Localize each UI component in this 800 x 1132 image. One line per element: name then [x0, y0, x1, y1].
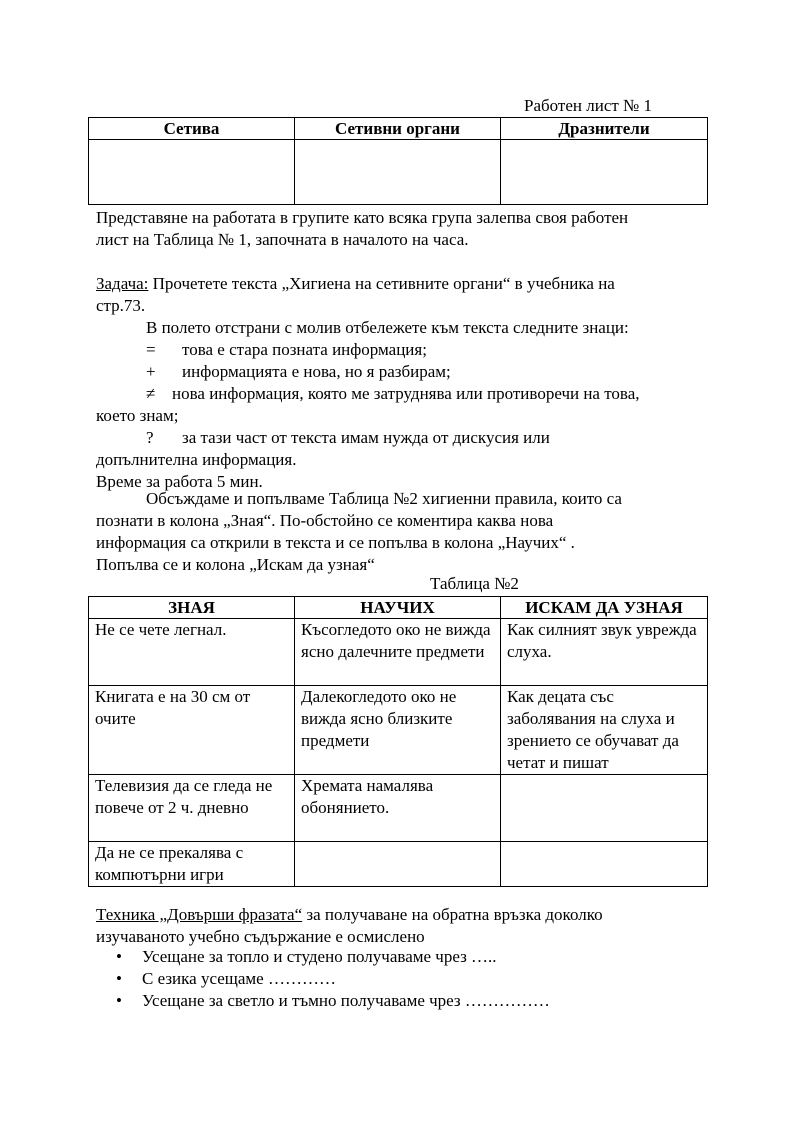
sign-item: [96, 339, 716, 361]
table-cell: Книгата е на 30 см от очите: [89, 686, 295, 775]
table-header-row: [89, 118, 708, 140]
list-item-text: С езика усещаме …………: [142, 969, 336, 988]
column-header: НАУЧИХ: [295, 597, 501, 619]
text-line: изучаваното учебно съдържание е осмислено: [96, 927, 425, 946]
sign-text: нова информация, която ме затруднява или противоречи на това,: [172, 384, 640, 403]
technique-label: Техника „Довърши фразата“: [96, 905, 303, 924]
sign-item: [96, 383, 716, 405]
table-cell: Как силният звук уврежда слуха.: [501, 619, 708, 686]
list-item: [116, 968, 550, 990]
table-cell: [501, 775, 708, 842]
phrase-list: [116, 946, 550, 1012]
sign-text: за тази част от текста имам нужда от дискусия или: [182, 428, 550, 447]
table-cell: Хремата намалява обонянието.: [295, 775, 501, 842]
column-header: Дразнители: [501, 118, 708, 140]
list-item: [116, 946, 550, 968]
table-cell: Късогледото око не вижда ясно далечните предмети: [295, 619, 501, 686]
sign-symbol: +: [146, 362, 156, 381]
text-line: лист на Таблица № 1, започната в началото на часа.: [96, 230, 469, 249]
technique-line: [96, 904, 716, 926]
column-header: ЗНАЯ: [89, 597, 295, 619]
sign-text: информацията е нова, но я разбирам;: [182, 362, 451, 381]
column-header: Сетива: [89, 118, 295, 140]
table-cell: Как децата със заболявания на слуха и зрението се обучават да четат и пишат: [501, 686, 708, 775]
column-header: ИСКАМ ДА УЗНАЯ: [501, 597, 708, 619]
bullet-icon: •: [116, 991, 122, 1010]
text-line: което знам;: [96, 406, 179, 425]
sign-item: [96, 427, 716, 449]
sign-symbol: =: [146, 340, 156, 359]
list-item: [116, 990, 550, 1012]
discussion-paragraph: [96, 488, 716, 576]
sign-symbol: ≠: [146, 384, 156, 403]
table-cell: [295, 140, 501, 205]
bullet-icon: •: [116, 947, 122, 966]
column-header: Сетивни органи: [295, 118, 501, 140]
task-instruction: В полето отстрани с молив отбележете към текста следните знаци:: [146, 318, 629, 337]
intro-paragraph: [96, 207, 716, 251]
sign-text: това е стара позната информация;: [182, 340, 427, 359]
table-cell: Да не се прекалява с компютърни игри: [89, 842, 295, 887]
table2-caption: Таблица №2: [430, 574, 519, 593]
text-line: Попълва се и колона „Искам да узная“: [96, 555, 375, 574]
task-text: Прочетете текста „Хигиена на сетивните органи“ в учебника на: [148, 274, 615, 293]
text-line: познати в колона „Зная“. По-обстойно се коментира каква нова: [96, 511, 554, 530]
table-cell: [501, 842, 708, 887]
table-cell: Не се чете легнал.: [89, 619, 295, 686]
senses-table: [88, 117, 708, 205]
kwl-table: [88, 596, 708, 887]
table-row: [89, 842, 708, 887]
text-line: допълнителна информация.: [96, 450, 297, 469]
table-header-row: [89, 597, 708, 619]
list-item-text: Усещане за топло и студено получаваме чрез …..: [142, 947, 497, 966]
worksheet-title: Работен лист № 1: [524, 96, 653, 115]
technique-text: за получаване на обратна връзка доколко: [302, 905, 603, 924]
table-cell: [89, 140, 295, 205]
table-row: [89, 775, 708, 842]
task-section: [96, 273, 716, 493]
time-note: Време за работа 5 мин.: [96, 472, 263, 491]
text-line: стр.73.: [96, 296, 146, 315]
table-row: [89, 140, 708, 205]
text-line: Представяне на работата в групите като всяка група залепва своя работен: [96, 208, 629, 227]
table-cell: [295, 842, 501, 887]
table-cell: Телевизия да се гледа не повече от 2 ч. дневно: [89, 775, 295, 842]
bullet-icon: •: [116, 969, 122, 988]
table-row: [89, 686, 708, 775]
table-row: [89, 619, 708, 686]
task-line: [96, 273, 716, 295]
text-line: Обсъждаме и попълваме Таблица №2 хигиенни правила, които са: [146, 489, 622, 508]
technique-paragraph: [96, 904, 716, 948]
table-cell: Далекогледото око не вижда ясно близките предмети: [295, 686, 501, 775]
text-line: информация са открили в текста и се попълва в колона „Научих“ .: [96, 533, 575, 552]
table-cell: [501, 140, 708, 205]
sign-symbol: ?: [146, 428, 154, 447]
sign-item: [96, 361, 716, 383]
task-label: Задача:: [96, 274, 149, 293]
list-item-text: Усещане за светло и тъмно получаваме чрез ……………: [142, 991, 550, 1010]
